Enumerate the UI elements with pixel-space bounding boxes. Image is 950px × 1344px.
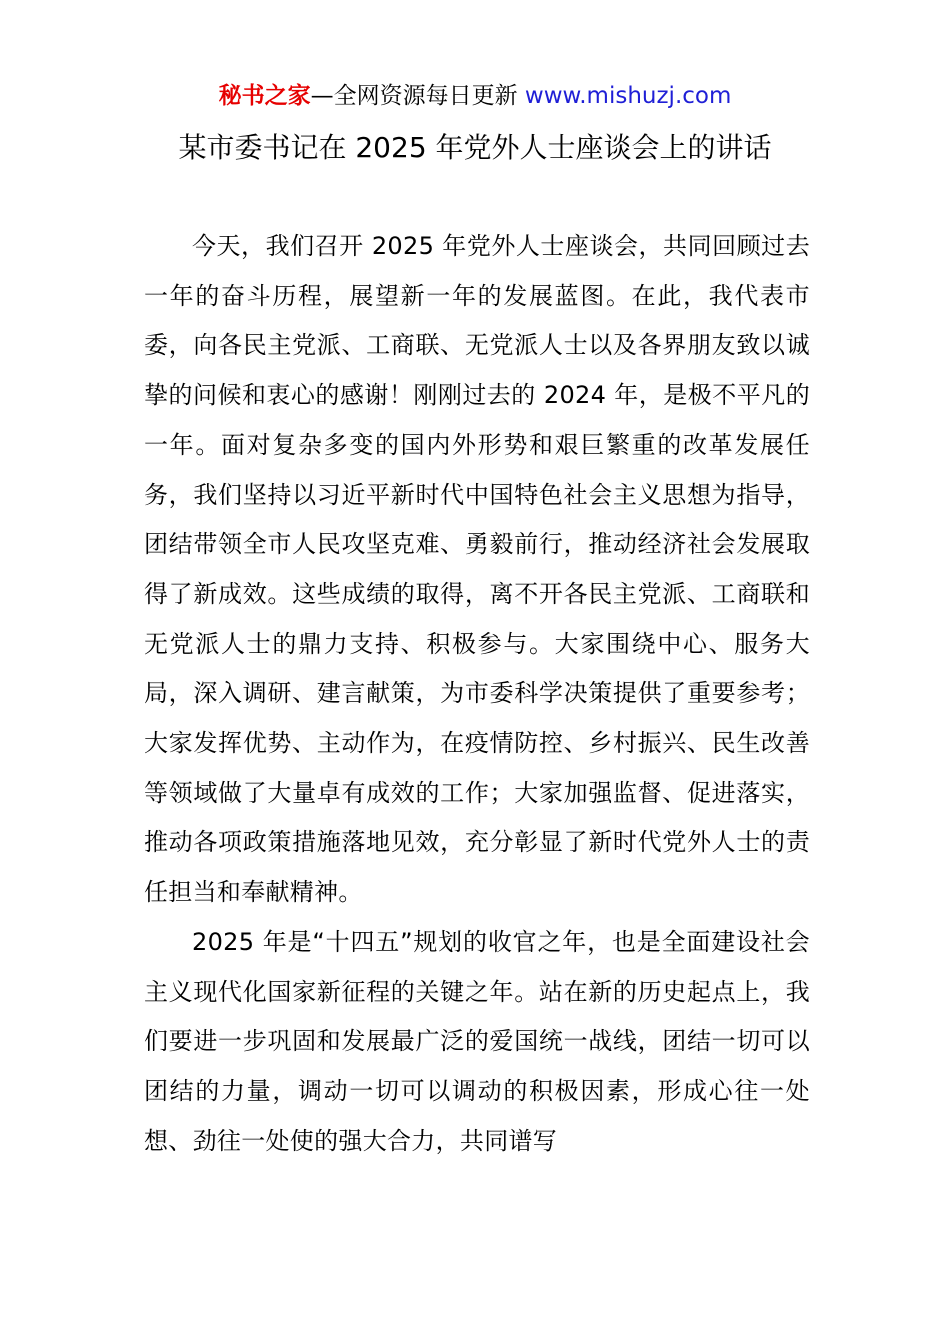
site-header (0, 80, 950, 112)
document-body (144, 222, 810, 1166)
paragraph-2: 2025 年是“十四五”规划的收官之年，也是全面建设社会主义现代化国家新征程的关键之年。站在新的历史起点上，我们要进一步巩固和发展最广泛的爱国统一战线，团结一切可以团结的力量，调动一切可以调动的积极因素，形成心往一处想、劲往一处使的强大合力，共同谱写 (144, 927, 810, 1155)
document-title: 某市委书记在 2025 年党外人士座谈会上的讲话 (178, 131, 772, 164)
site-tagline: —全网资源每日更新 (310, 83, 525, 109)
paragraph-1: 今天，我们召开 2025 年党外人士座谈会，共同回顾过去一年的奋斗历程，展望新一年的发展蓝图。在此，我代表市委，向各民主党派、工商联、无党派人士以及各界朋友致以诚挚的问候和衷心的感谢！刚刚过去的 2024 年，是极不平凡的一年。面对复杂多变的国内外形势和艰巨繁重的改革发展任务，我们坚持以习近平新时代中国特色社会主义思想为指导，团结带领全市人民攻坚克难、勇毅前行，推动经济社会发展取得了新成效。这些成绩的取得，离不开各民主党派、工商联和无党派人士的鼎力支持、积极参与。大家围绕中心、服务大局，深入调研、建言献策，为市委科学决策提供了重要参考；大家发挥优势、主动作为，在疫情防控、乡村振兴、民生改善等领域做了大量卓有成效的工作；大家加强监督、促进落实，推动各项政策措施落地见效，充分彰显了新时代党外人士的责任担当和奉献精神。 (144, 232, 810, 907)
site-url-link[interactable]: www.mishuzj.com (524, 83, 732, 109)
site-brand: 秘书之家 (218, 83, 311, 109)
